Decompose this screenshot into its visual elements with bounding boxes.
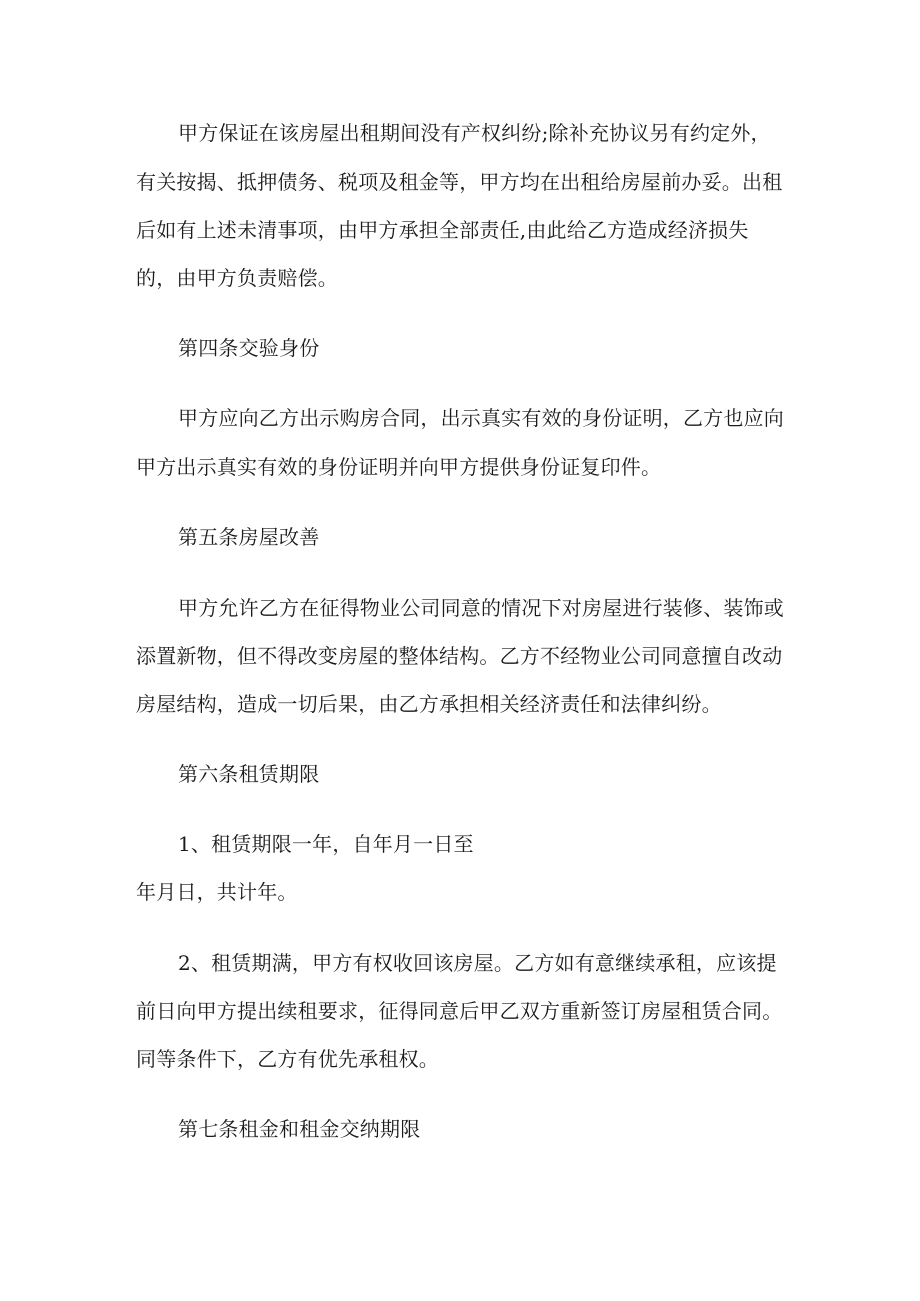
section-heading: 第四条交验身份 — [178, 336, 320, 360]
paragraph-line: 前日向甲方提出续租要求，征得同意后甲乙双方重新签订房屋租赁合同。 — [136, 999, 783, 1023]
section-heading: 第七条租金和租金交纳期限 — [178, 1117, 421, 1141]
paragraph-line: 甲方允许乙方在征得物业公司同意的情况下对房屋进行装修、装饰或 — [178, 596, 784, 620]
paragraph-line: 1、租赁期限一年，自年月一日至 — [178, 832, 474, 856]
paragraph-line: 甲方应向乙方出示购房合同，出示真实有效的身份证明，乙方也应向 — [178, 406, 784, 430]
paragraph-line: 2、租赁期满，甲方有权收回该房屋。乙方如有意继续承租，应该提 — [178, 951, 777, 975]
paragraph-line: 房屋结构，造成一切后果，由乙方承担相关经济责任和法律纠纷。 — [136, 692, 722, 716]
paragraph-line: 年月日，共计年。 — [136, 880, 298, 904]
paragraph-line: 甲方保证在该房屋出租期间没有产权纠纷;除补充协议另有约定外， — [178, 121, 771, 145]
paragraph-line: 后如有上述未清事项，由甲方承担全部责任,由此给乙方造成经济损失 — [136, 218, 749, 242]
section-heading: 第六条租赁期限 — [178, 762, 320, 786]
paragraph-line: 添置新物，但不得改变房屋的整体结构。乙方不经物业公司同意擅自改动 — [136, 644, 783, 668]
section-heading: 第五条房屋改善 — [178, 525, 320, 549]
paragraph-line: 有关按揭、抵押债务、税项及租金等，甲方均在出租给房屋前办妥。出租 — [136, 170, 783, 194]
paragraph-line: 的，由甲方负责赔偿。 — [136, 266, 338, 290]
paragraph-line: 同等条件下，乙方有优先承租权。 — [136, 1047, 439, 1071]
paragraph-line: 甲方出示真实有效的身份证明并向甲方提供身份证复印件。 — [136, 455, 662, 479]
